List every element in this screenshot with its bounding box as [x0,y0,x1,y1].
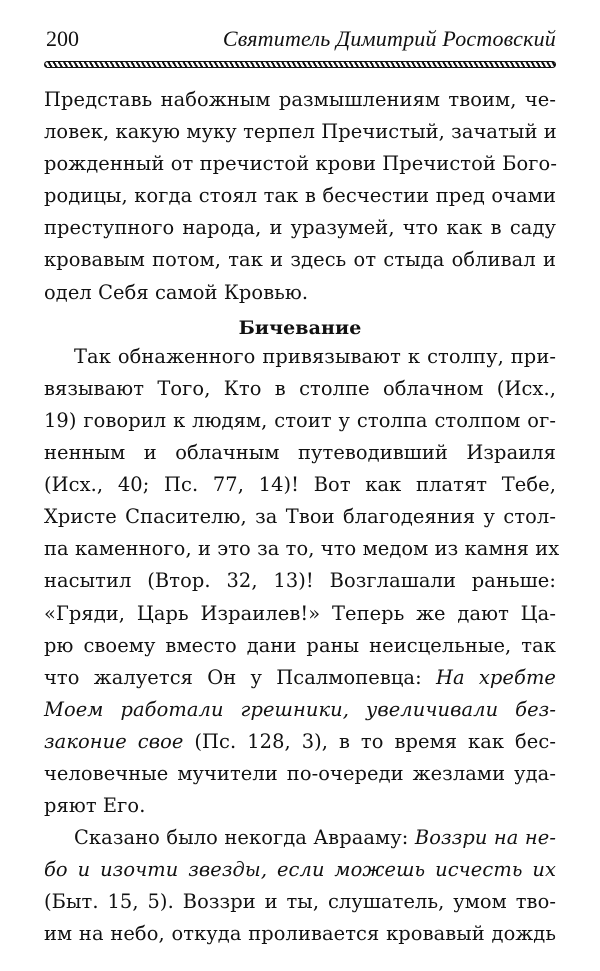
scripture-quote: На хребте [435,665,557,689]
text-line: рю своему вместо дани раны неисцельные, так [44,633,556,657]
decorative-rope-rule [44,61,556,68]
text-line: вязывают Того, Кто в столпе облачном (Исх., [44,376,556,400]
text-line [44,822,556,854]
paragraph-2 [44,341,560,822]
plain-text: (Пс. 128, 3), в то время как бес- [183,729,556,753]
text-line: «Гряди, Царь Израилев!» Теперь же дают Ца- [44,601,556,625]
text-line: ряют Его. [44,794,146,818]
paragraph-1 [44,84,556,309]
text-line: одел Себя самой Кровью. [44,280,309,304]
text-line: родицы, когда стоял так в бесчестии пред очами [44,184,556,208]
text-line: рожденный от пречистой крови Пречистой Бого- [44,152,557,176]
text-line: 19) говорил к людям, стоит у столпа столпом ог- [44,408,556,432]
text-line [44,726,556,758]
text-line: преступного народа, и уразумей, что как в саду [44,216,556,240]
text-line: насытил (Втор. 32, 13)! Возглашали раньше: [44,569,556,593]
running-title: Святитель Димитрий Ростовский [222,26,556,51]
plain-text: Сказано было некогда Аврааму: [74,826,415,850]
text-line: (Исх., 40; Пс. 77, 14)! Вот как платят Тебе, [44,473,556,497]
text-line [44,662,556,694]
body-text [44,84,560,951]
paragraph-3 [44,822,556,950]
text-line: (Быт. 15, 5). Воззри и ты, слушатель, умом тво- [44,890,556,914]
page-header [44,24,556,54]
text-line: ловек, какую муку терпел Пречистый, зачатый и [44,120,557,144]
text-line: кровавым потом, так и здесь от стыда обливал и [44,248,556,272]
text-line: Так обнаженного привязывают к столпу, при- [74,344,556,368]
scripture-quote-line: бо и изочти звезды, если можешь исчесть их [44,858,556,882]
scripture-quote-line: Моем работали грешники, увеличивали без- [44,697,556,721]
scripture-quote: законие свое [44,729,184,753]
page-number: 200 [46,26,79,51]
text-line: Представь набожным размышлениям твоим, че- [44,88,556,111]
text-line: па каменного, и это за то, что медом из камня их [44,537,560,561]
text-line: им на небо, откуда проливается кровавый дождь [44,922,556,946]
text-line: Христе Спасителю, за Твои благодеяния у стол- [44,505,556,529]
scripture-quote: Воззри на не- [414,826,556,850]
text-line: человечные мучители по-очереди жезлами уда- [44,761,556,785]
plain-text: что жалуется Он у Псалмопевца: [44,665,436,689]
section-heading: Бичевание [238,316,362,339]
text-line: ненным и облачным путеводивший Израиля [44,441,556,465]
